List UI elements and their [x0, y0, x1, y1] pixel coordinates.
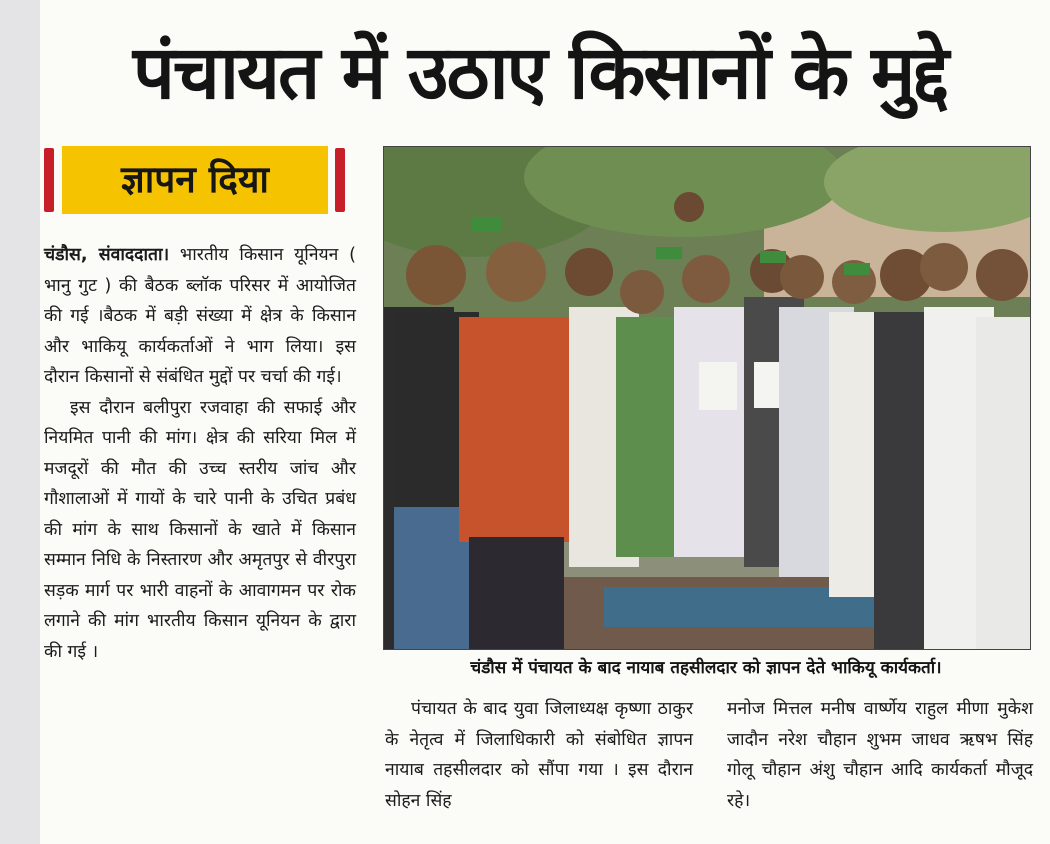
- photo-illustration: [384, 147, 1030, 649]
- article-column-left: [44, 240, 356, 667]
- headline: पंचायत में उठाए किसानों के मुद्दे: [132, 30, 948, 116]
- article-paragraph-2: इस दौरान बलीपुरा रजवाहा की सफाई और नियमित पानी की मांग। क्षेत्र की सरिया मिल में मजदूरों की मौत की उच्च स्तरीय जांच और गौशालाओं में गायों के चारे पानी के उचित प्रबंध की मांग के साथ किसानों के खाते में किसान सम्मान निधि के निस्तारण और अमृतपुर से वीरपुरा सड़क मार्ग पर भारी वाहनों के आवागमन पर रोक लगाने की मांग भारतीय किसान यूनियन के द्वारा की गई ।: [44, 397, 356, 662]
- dateline: चंडौस, संवाददाता।: [44, 245, 170, 265]
- news-photo: [383, 146, 1031, 650]
- kicker-left-bar: [44, 148, 54, 212]
- para1-text: भारतीय किसान यूनियन ( भानु गुट ) की बैठक ब्लॉक परिसर में आयोजित की गई ।बैठक में बड़ी संख्या में क्षेत्र के किसान और भाकियू कार्यकर्ताओं ने भाग लिया। इस दौरान किसानों से संबंधित मुद्दों पर चर्चा की गई।: [44, 245, 356, 387]
- page-margin-strip: [0, 0, 40, 844]
- article-paragraph-3: पंचायत के बाद युवा जिलाध्यक्ष कृष्णा ठाकुर के नेतृत्व में जिलाधिकारी को संबोधित ज्ञापन नायाब तहसीलदार को सौंपा गया । इस दौरान सोहन सिंह: [385, 699, 693, 811]
- article-column-right: [727, 694, 1033, 816]
- kicker-right-bar: [335, 148, 345, 212]
- photo-caption: चंडौस में पंचायत के बाद नायाब तहसीलदार को ज्ञापन देते भाकियू कार्यकर्ता।: [470, 658, 942, 678]
- kicker-label: ज्ञापन दिया: [62, 146, 328, 214]
- article-paragraph-1: [44, 240, 356, 393]
- article-paragraph-4: मनोज मित्तल मनीष वार्ष्णेय राहुल मीणा मुकेश जादौन नरेश चौहान शुभम जाधव ऋषभ सिंह गोलू चौहान अंशु चौहान आदि कार्यकर्ता मौजूद रहे।: [727, 699, 1033, 811]
- article-column-middle: [385, 694, 693, 816]
